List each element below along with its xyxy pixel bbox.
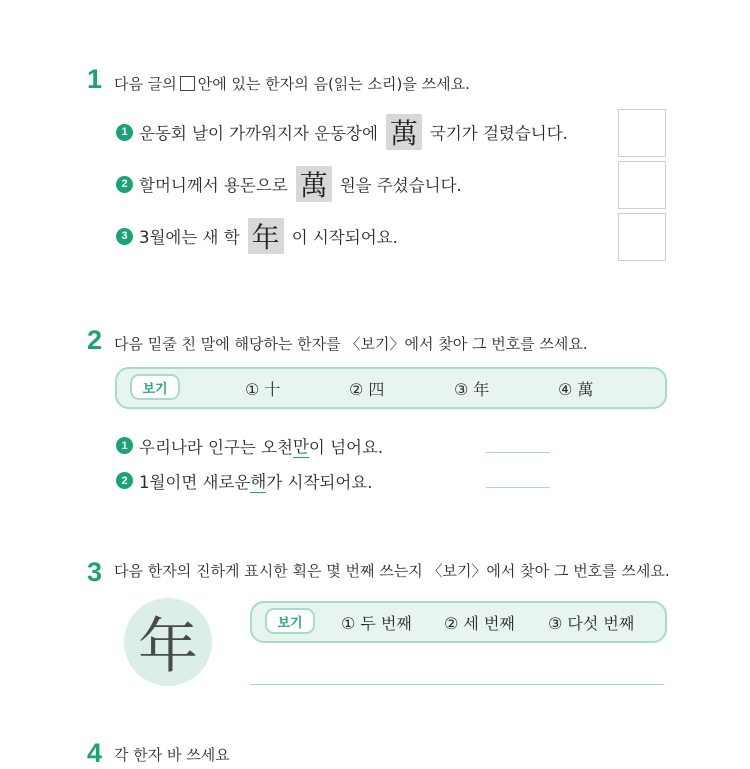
question-4-instruction: 각 한자 바 쓰세요 — [114, 746, 230, 764]
bogi-option-3: ③ 다섯 번째 — [548, 614, 635, 633]
answer-line-1[interactable] — [486, 452, 550, 453]
question-3-instruction: 다음 한자의 진하게 표시한 획은 몇 번째 쓰는지 〈보기〉에서 찾아 그 번호를 쓰세요. — [114, 562, 670, 580]
q2-item-2: 2 1월이면 새로운 해 가 시작되어요. — [116, 468, 372, 493]
item-badge: 2 — [116, 472, 133, 489]
bogi-option-1: ① 두 번째 — [341, 614, 412, 633]
underlined-word: 해 — [250, 468, 266, 493]
item-badge: 2 — [116, 176, 133, 193]
question-2-instruction: 다음 밑줄 친 말에 해당하는 한자를 〈보기〉에서 찾아 그 번호를 쓰세요. — [114, 335, 588, 353]
hanja-highlight: 萬 — [296, 166, 332, 202]
answer-box-3[interactable] — [618, 213, 666, 261]
question-number-2: 2 — [87, 325, 103, 355]
q1-item-3: 3 3월에는 새 학 年 이 시작되어요. — [116, 218, 398, 254]
underlined-word: 만 — [293, 433, 309, 458]
bogi-option-2: ② 四 — [349, 380, 385, 399]
q2-item-1: 1 우리나라 인구는 오천 만 이 넘어요. — [116, 433, 383, 458]
q1-item-1: 1 운동회 날이 가까워지자 운동장에 萬 국기가 걸렸습니다. — [116, 114, 568, 150]
answer-line-2[interactable] — [486, 487, 550, 488]
hanja-stroke-character: 年 — [138, 612, 198, 682]
answer-box-2[interactable] — [618, 161, 666, 209]
item-badge: 1 — [116, 437, 133, 454]
bogi-option-1: ① 十 — [245, 380, 281, 399]
bogi-label: 보기 — [130, 374, 180, 400]
question-1-instruction: 다음 글의 안에 있는 한자의 음(읽는 소리)을 쓰세요. — [114, 75, 470, 93]
q1-item-2: 2 할머니께서 용돈으로 萬 원을 주셨습니다. — [116, 166, 462, 202]
bogi-option-3: ③ 年 — [454, 380, 490, 399]
question-number-4: 4 — [87, 738, 103, 768]
bogi-label: 보기 — [265, 608, 315, 634]
question-number-3: 3 — [87, 557, 103, 587]
item-badge: 3 — [116, 228, 133, 245]
hanja-highlight: 萬 — [386, 114, 422, 150]
hanja-circle — [124, 598, 212, 686]
bogi-option-4: ④ 萬 — [558, 380, 594, 399]
inline-box-icon — [180, 76, 195, 91]
question-number-1: 1 — [87, 64, 103, 94]
bogi-option-2: ② 세 번째 — [444, 614, 515, 633]
answer-box-1[interactable] — [618, 109, 666, 157]
answer-line-q3[interactable] — [250, 684, 664, 685]
item-badge: 1 — [116, 124, 133, 141]
hanja-highlight: 年 — [248, 218, 284, 254]
